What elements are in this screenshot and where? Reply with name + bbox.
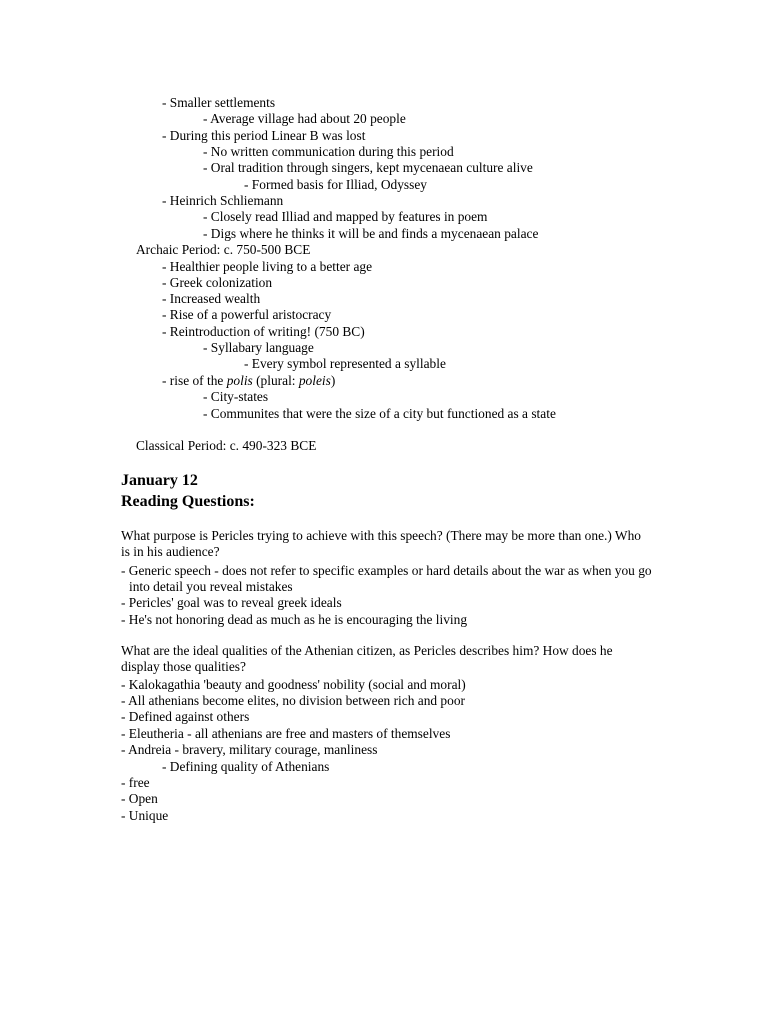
section-date: January 12 — [121, 472, 198, 489]
answer-2-3: - Defined against others — [121, 709, 250, 724]
note-line: - Every symbol represented a syllable — [244, 356, 446, 371]
answer-2-6: - Defining quality of Athenians — [162, 759, 330, 774]
answer-2-7: - free — [121, 775, 150, 790]
note-line: - Smaller settlements — [162, 95, 276, 110]
note-line: - During this period Linear B was lost — [162, 128, 366, 143]
note-line: - Communites that were the size of a city but functioned as a state — [203, 406, 556, 421]
note-line: - Formed basis for Illiad, Odyssey — [244, 177, 427, 192]
section-title: Reading Questions: — [121, 493, 255, 510]
note-line: - Greek colonization — [162, 275, 273, 290]
question-2: What are the ideal qualities of the Athenian citizen, as Pericles describes him? How does he display those qualities? — [121, 643, 613, 675]
note-line: - Increased wealth — [162, 291, 261, 306]
polis-prefix: - rise of the — [162, 373, 227, 388]
note-line: - Average village had about 20 people — [203, 111, 406, 126]
polis-term: polis — [226, 373, 253, 388]
note-line-polis — [162, 373, 335, 389]
polis-middle: (plural: — [252, 373, 299, 388]
note-line: - Rise of a powerful aristocracy — [162, 307, 332, 322]
note-line: - Heinrich Schliemann — [162, 193, 284, 208]
note-line: - Syllabary language — [203, 340, 314, 355]
answer-2-5: - Andreia - bravery, military courage, manliness — [121, 742, 378, 757]
note-line: - Closely read Illiad and mapped by features in poem — [203, 209, 488, 224]
note-line: - Healthier people living to a better age — [162, 259, 373, 274]
note-line: - No written communication during this period — [203, 144, 454, 159]
answer-2-2: - All athenians become elites, no division between rich and poor — [121, 693, 465, 708]
polis-suffix: ) — [330, 373, 336, 388]
answer-1-3: - He's not honoring dead as much as he is encouraging the living — [121, 612, 468, 627]
answer-2-4: - Eleutheria - all athenians are free and masters of themselves — [121, 726, 451, 741]
note-line: - Oral tradition through singers, kept mycenaean culture alive — [203, 160, 533, 175]
period-heading: Archaic Period: c. 750-500 BCE — [136, 242, 311, 257]
answer-2-1: - Kalokagathia 'beauty and goodness' nobility (social and moral) — [121, 677, 466, 692]
answer-1-2: - Pericles' goal was to reveal greek ideals — [121, 595, 342, 610]
answer-2-8: - Open — [121, 791, 158, 806]
note-line: - City-states — [203, 389, 269, 404]
note-line: - Reintroduction of writing! (750 BC) — [162, 324, 365, 339]
note-line: - Digs where he thinks it will be and finds a mycenaean palace — [203, 226, 539, 241]
period-heading: Classical Period: c. 490-323 BCE — [136, 438, 317, 453]
answer-1-1: - Generic speech - does not refer to specific examples or hard details about the war as when you go into detail you reveal mistakes — [121, 563, 652, 595]
question-1: What purpose is Pericles trying to achieve with this speech? (There may be more than one.) Who is in his audience? — [121, 528, 641, 560]
poleis-term: poleis — [298, 373, 331, 388]
answer-2-9: - Unique — [121, 808, 169, 823]
